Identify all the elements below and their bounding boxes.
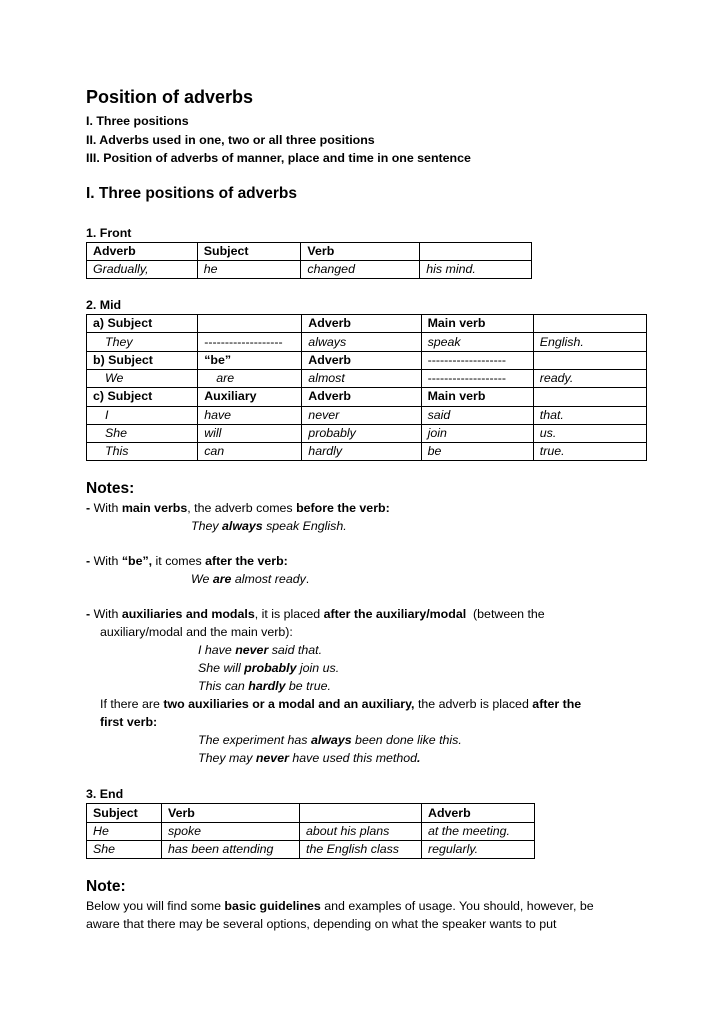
note-item: If there are two auxiliaries or a modal and an auxiliary, the adverb is placed after the	[100, 697, 582, 712]
table-cell: Adverb	[87, 242, 198, 260]
note-heading: Note:	[86, 878, 126, 896]
table-cell: They	[87, 333, 198, 351]
table-cell: ready.	[533, 369, 646, 387]
table-cell	[533, 351, 646, 369]
table-cell	[198, 315, 302, 333]
table-cell: Verb	[301, 242, 420, 260]
table-cell: Adverb	[422, 804, 535, 822]
table-cell: can	[198, 443, 302, 461]
table-cell: Adverb	[302, 388, 421, 406]
table-cell: Adverb	[302, 351, 421, 369]
table-cell: -------------------	[198, 333, 302, 351]
example-sentence: They may never have used this method.	[198, 751, 421, 766]
table-cell: Main verb	[421, 388, 533, 406]
table-cell: are	[198, 369, 302, 387]
table-cell: the English class	[300, 841, 422, 859]
note-paragraph-line: Below you will find some basic guidelines and examples of usage. You should, however, be	[86, 899, 594, 914]
table-cell: We	[87, 369, 198, 387]
front-table	[86, 242, 532, 280]
table-cell: Adverb	[302, 315, 421, 333]
table-cell: always	[302, 333, 421, 351]
table-cell: never	[302, 406, 421, 424]
table-row	[87, 406, 647, 424]
example-sentence: This can hardly be true.	[198, 679, 331, 694]
table-cell: have	[198, 406, 302, 424]
table-cell: hardly	[302, 443, 421, 461]
table-cell: Subject	[87, 804, 162, 822]
table-cell: said	[421, 406, 533, 424]
table-cell	[533, 388, 646, 406]
note-item-continued: first verb:	[100, 715, 158, 730]
table-cell	[300, 804, 422, 822]
table-cell: he	[197, 260, 301, 278]
end-label: 3. End	[86, 787, 124, 802]
note-item: - With main verbs, the adverb comes before the verb:	[86, 501, 390, 516]
table-cell: that.	[533, 406, 646, 424]
table-cell: Gradually,	[87, 260, 198, 278]
table-cell: Auxiliary	[198, 388, 302, 406]
example-sentence: We are almost ready.	[191, 572, 310, 587]
note-paragraph-line: aware that there may be several options, depending on what the speaker wants to put	[86, 917, 557, 932]
toc-item: II. Adverbs used in one, two or all three positions	[86, 132, 375, 147]
table-cell: Subject	[197, 242, 301, 260]
table-cell: join	[421, 424, 533, 442]
example-sentence: They always speak English.	[191, 519, 347, 534]
table-cell: at the meeting.	[422, 822, 535, 840]
table-row	[87, 388, 647, 406]
table-cell: be	[421, 443, 533, 461]
table-cell: speak	[421, 333, 533, 351]
table-cell: English.	[533, 333, 646, 351]
mid-table	[86, 314, 647, 461]
table-cell: She	[87, 841, 162, 859]
toc-item: III. Position of adverbs of manner, place and time in one sentence	[86, 151, 471, 165]
table-row	[87, 424, 647, 442]
table-row	[87, 804, 535, 822]
table-row	[87, 242, 532, 260]
front-label: 1. Front	[86, 225, 132, 240]
mid-label: 2. Mid	[86, 298, 122, 313]
note-item: - With “be”, it comes after the verb:	[86, 554, 288, 569]
table-cell: I	[87, 406, 198, 424]
table-row	[87, 822, 535, 840]
table-cell: c) Subject	[87, 388, 198, 406]
table-cell: has been attending	[162, 841, 300, 859]
example-sentence: I have never said that.	[198, 643, 323, 658]
example-sentence: The experiment has always been done like this.	[198, 733, 462, 748]
section-heading: I. Three positions of adverbs	[86, 184, 298, 202]
table-cell: changed	[301, 260, 420, 278]
table-cell: She	[87, 424, 198, 442]
table-cell: Main verb	[421, 315, 533, 333]
table-of-contents	[86, 112, 646, 168]
example-sentence: She will probably join us.	[198, 661, 340, 676]
table-cell: “be”	[198, 351, 302, 369]
end-table	[86, 803, 535, 859]
table-cell: almost	[302, 369, 421, 387]
table-cell: true.	[533, 443, 646, 461]
table-row	[87, 351, 647, 369]
table-row	[87, 333, 647, 351]
table-cell	[533, 315, 646, 333]
note-item-continued: auxiliary/modal and the main verb):	[100, 625, 293, 640]
table-cell: his mind.	[420, 260, 532, 278]
table-row	[87, 260, 532, 278]
table-cell: Verb	[162, 804, 300, 822]
table-cell: regularly.	[422, 841, 535, 859]
document-page	[86, 86, 646, 933]
table-cell: -------------------	[421, 351, 533, 369]
table-row	[87, 841, 535, 859]
table-cell: b) Subject	[87, 351, 198, 369]
table-cell: spoke	[162, 822, 300, 840]
table-row	[87, 315, 647, 333]
table-cell: This	[87, 443, 198, 461]
note-item: - With auxiliaries and modals, it is placed after the auxiliary/modal (between the	[86, 607, 545, 622]
table-cell: He	[87, 822, 162, 840]
table-cell: probably	[302, 424, 421, 442]
page-title: Position of adverbs	[86, 87, 254, 107]
table-cell: will	[198, 424, 302, 442]
table-cell	[420, 242, 532, 260]
toc-item: I. Three positions	[86, 114, 189, 128]
table-cell: us.	[533, 424, 646, 442]
table-cell: about his plans	[300, 822, 422, 840]
table-row	[87, 443, 647, 461]
table-cell: -------------------	[421, 369, 533, 387]
notes-heading: Notes:	[86, 480, 135, 498]
table-row	[87, 369, 647, 387]
table-cell: a) Subject	[87, 315, 198, 333]
